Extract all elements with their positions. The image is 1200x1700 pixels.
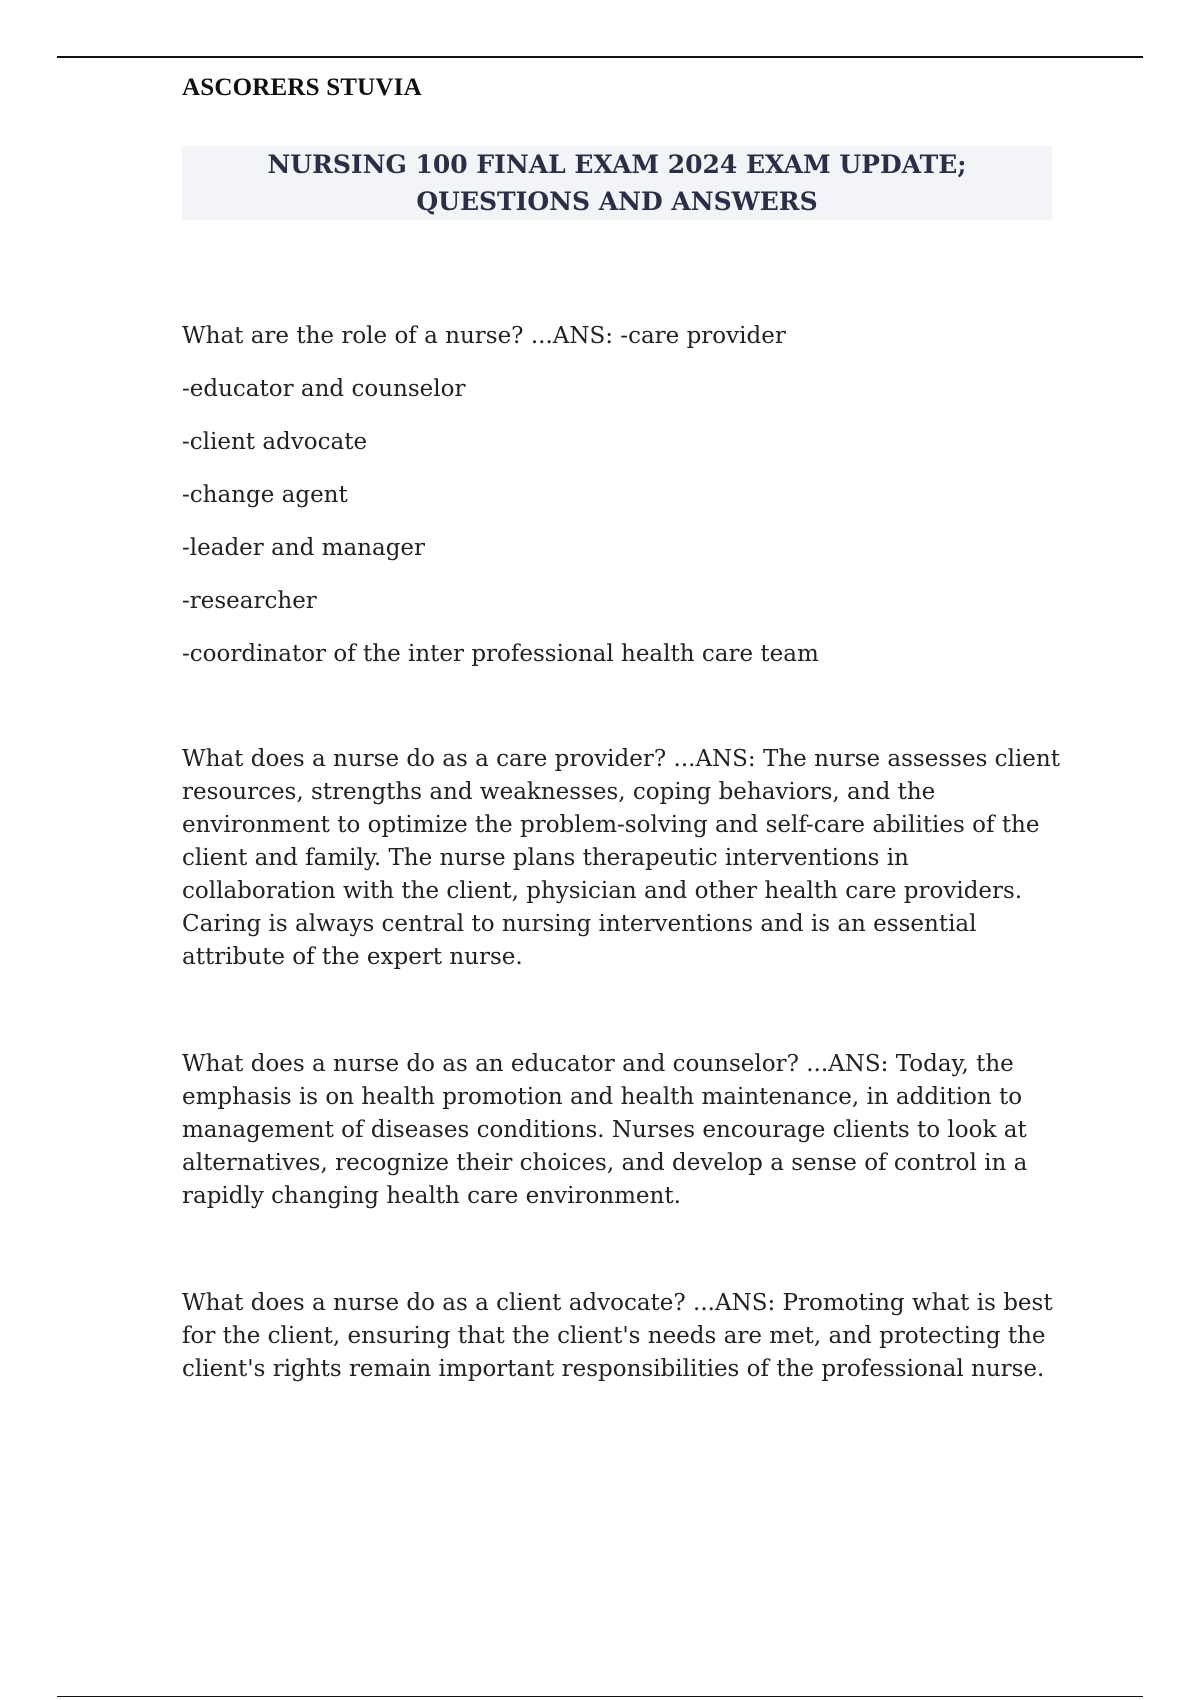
header-org-name: ASCORERS STUVIA: [182, 74, 422, 101]
qa-answer-item: -client advocate: [182, 429, 368, 455]
qa-block-educator-counselor: What does a nurse do as an educator and counselor? ...ANS: Today, the emphasis is on health promotion and health maintenance, in addition to management of diseases conditions. Nurses encourage clients to look at alternatives, recognize their choices, and develop a sense of control in a rapidly changing health care environment.: [182, 1051, 1028, 1209]
qa-answer-item: -researcher: [182, 588, 317, 614]
qa-answer-item: -leader and manager: [182, 535, 426, 561]
qa-answer-item: -change agent: [182, 482, 348, 508]
qa-answer-item: -educator and counselor: [182, 376, 466, 402]
qa-block-client-advocate: What does a nurse do as a client advocate? ...ANS: Promoting what is best for the client, ensuring that the client's needs are met, and protecting the client's rights remain important responsibilities of the professional nurse.: [182, 1290, 1053, 1382]
qa-block-care-provider: What does a nurse do as a care provider? ...ANS: The nurse assesses client resources, strengths and weaknesses, coping behaviors, and the environment to optimize the problem-solving and self-care abilities of the client and family. The nurse plans therapeutic interventions in collaboration with the client, physician and other health care providers. Caring is always central to nursing interventions and is an essential attribute of the expert nurse.: [182, 746, 1060, 970]
document-title: [182, 146, 1052, 220]
top-rule: [57, 56, 1143, 58]
title-line-1: NURSING 100 FINAL EXAM 2024 EXAM UPDATE;: [267, 150, 967, 179]
qa-answer-item: -coordinator of the inter professional health care team: [182, 641, 819, 667]
document-body: [182, 320, 1062, 1386]
bottom-rule: [57, 1696, 1143, 1697]
qa-block-roles: [182, 320, 1062, 671]
title-line-2: QUESTIONS AND ANSWERS: [416, 187, 818, 216]
qa-question-line: What are the role of a nurse? ...ANS: -care provider: [182, 323, 786, 349]
